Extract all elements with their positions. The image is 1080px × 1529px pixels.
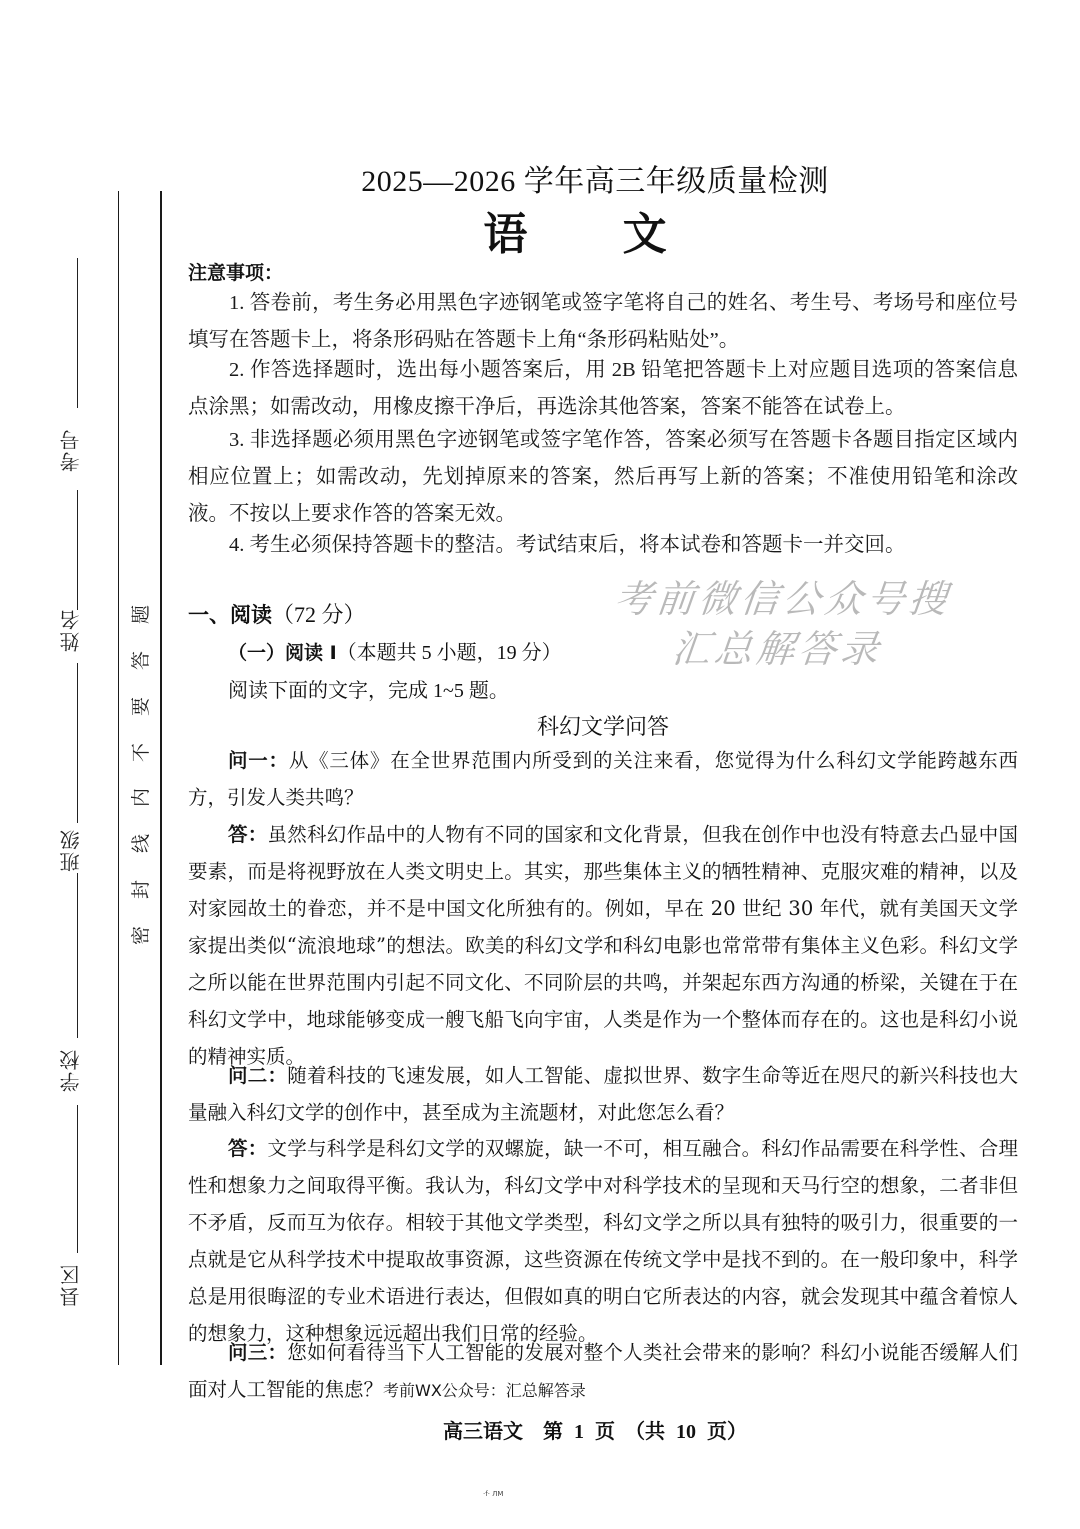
notice-item-1: 1. 答卷前，考生务必用黑色字迹钢笔或签字笔将自己的姓名、考生号、考场号和座位号填写在答题卡上，将条形码贴在答题卡上角“条形码粘贴处”。 xyxy=(188,292,1018,351)
seal-char: 线 xyxy=(130,834,153,854)
notice-item-4: 4. 考生必须保持答题卡的整洁。考试结束后，将本试卷和答题卡一并交回。 xyxy=(229,534,906,556)
seal-char: 题 xyxy=(130,604,153,625)
question-1 xyxy=(188,742,1018,816)
section-points: （72 分） xyxy=(272,602,366,627)
seal-line-outer xyxy=(118,191,119,1365)
watermark xyxy=(605,574,956,674)
question-2 xyxy=(188,1057,1018,1131)
exam-title: 2025—2026 学年高三年级质量检测 xyxy=(361,165,829,198)
seal-char: 要 xyxy=(130,696,153,716)
notice-heading: 注意事项： xyxy=(188,262,284,284)
answer-tag: 答： xyxy=(228,1137,268,1160)
seal-line-inner xyxy=(160,191,162,1365)
question-tag: 问三： xyxy=(228,1341,288,1364)
reading-instruction: 阅读下面的文字，完成 1~5 题。 xyxy=(228,680,509,702)
school-underline[interactable] xyxy=(77,1105,78,1253)
seal-char: 封 xyxy=(130,880,153,900)
question-3 xyxy=(188,1334,1018,1409)
answer-text: 虽然科幻作品中的人物有不同的国家和文化背景，但我在创作中也没有特意去凸显中国要素，而是将视野放在人类文明史上。其实，那些集体主义的牺牲精神、克服灾难的精神，以及对家园故土的眷恋，并不是中国文化所独有的。例如，早在 20 世纪 30 年代，就有美国天文学家提出类似“流浪地球”的想法。欧美的科幻文学和科幻电影也常常带有集体主义色彩。科幻文学之所以能在世界范围内引起不同文化、不同阶层的共鸣，并架起东西方沟通的桥梁，关键在于在科幻文学中，地球能够变成一艘飞船飞向宇宙，人类是作为一个整体而存在的。这也是科幻小说的精神实质。 xyxy=(188,823,1018,1068)
exam-number-underline[interactable] xyxy=(77,258,78,408)
exam-number-underline-lower[interactable] xyxy=(77,490,78,610)
seal-char: 不 xyxy=(130,742,153,762)
watermark-line-1: 考前微信公众号搜 xyxy=(612,577,953,621)
name-label: 姓名 xyxy=(59,608,83,652)
question-text: 从《三体》在全世界范围内所受到的关注来看，您觉得为什么科幻文学能跨越东西方，引发人类共鸣？ xyxy=(188,749,1018,809)
question-text: 您如何看待当下人工智能的发展对整个人类社会带来的影响？科幻小说能否缓解人们面对人工智能的焦虑？ xyxy=(188,1341,1018,1401)
watermark-line-2: 汇总解答录 xyxy=(670,627,885,671)
seal-line-warning xyxy=(127,605,157,945)
answer-1 xyxy=(188,816,1018,1075)
subsection-label: （一）阅读 I xyxy=(228,642,337,664)
watermark-note: 考前WX公众号：汇总解答录 xyxy=(383,1381,586,1400)
question-tag: 问二： xyxy=(228,1064,288,1087)
answer-2 xyxy=(188,1130,1018,1352)
seal-char: 答 xyxy=(130,650,153,670)
section-heading xyxy=(188,598,366,629)
notice-item-3: 3. 非选择题必须用黑色字迹钢笔或签字笔作答，答案必须写在答题卡各题目指定区域内相应位置上；如需改动，先划掉原来的答案，然后再写上新的答案；不准使用铅笔和涂改液。不按以上要求作答的答案无效。 xyxy=(188,429,1018,525)
scan-artifact: ·f· ЛМ xyxy=(483,1490,504,1498)
section-title: 一、阅读 xyxy=(188,603,272,627)
seal-char: 内 xyxy=(130,788,153,808)
subject-title: 语 文 xyxy=(483,209,707,260)
question-tag: 问一： xyxy=(228,749,289,772)
question-text: 随着科技的飞速发展，如人工智能、虚拟世界、数字生命等近在咫尺的新兴科技也大量融入科幻文学的创作中，甚至成为主流题材，对此您怎么看？ xyxy=(188,1064,1018,1124)
answer-text: 文学与科学是科幻文学的双螺旋，缺一不可，相互融合。科幻作品需要在科学性、合理性和想象力之间取得平衡。我认为，科幻文学中对科学技术的呈现和天马行空的想象，二者非但不矛盾，反而互为依存。相较于其他文学类型，科幻文学之所以具有独特的吸引力，很重要的一点就是它从科学技术中提取故事资源，这些资源在传统文学中是找不到的。在一般印象中，科学总是用很晦涩的专业术语进行表达，但假如真的明白它所表达的内容，就会发现其中蕴含着惊人的想象力，这种想象远远超出我们日常的经验。 xyxy=(188,1137,1018,1345)
class-label: 班级 xyxy=(59,828,83,872)
district-label: 县区 xyxy=(59,1263,83,1307)
notice-item-2: 2. 作答选择题时，选出每小题答案后，用 2B 铅笔把答题卡上对应题目选项的答案信息点涂黑；如需改动，用橡皮擦干净后，再选涂其他答案，答案不能答在试卷上。 xyxy=(188,359,1018,418)
page-footer: 高三语文 第 1 页 （共 10 页） xyxy=(443,1421,747,1443)
article-title: 科幻文学问答 xyxy=(536,714,669,739)
name-underline[interactable] xyxy=(77,663,78,823)
school-label: 学校 xyxy=(59,1048,83,1092)
subsection-heading xyxy=(228,636,562,665)
class-underline[interactable] xyxy=(77,873,78,1038)
subsection-detail: （本题共 5 小题，19 分） xyxy=(336,642,562,664)
exam-number-label: 考号 xyxy=(59,428,83,472)
seal-char: 密 xyxy=(130,925,153,945)
answer-tag: 答： xyxy=(228,823,268,846)
